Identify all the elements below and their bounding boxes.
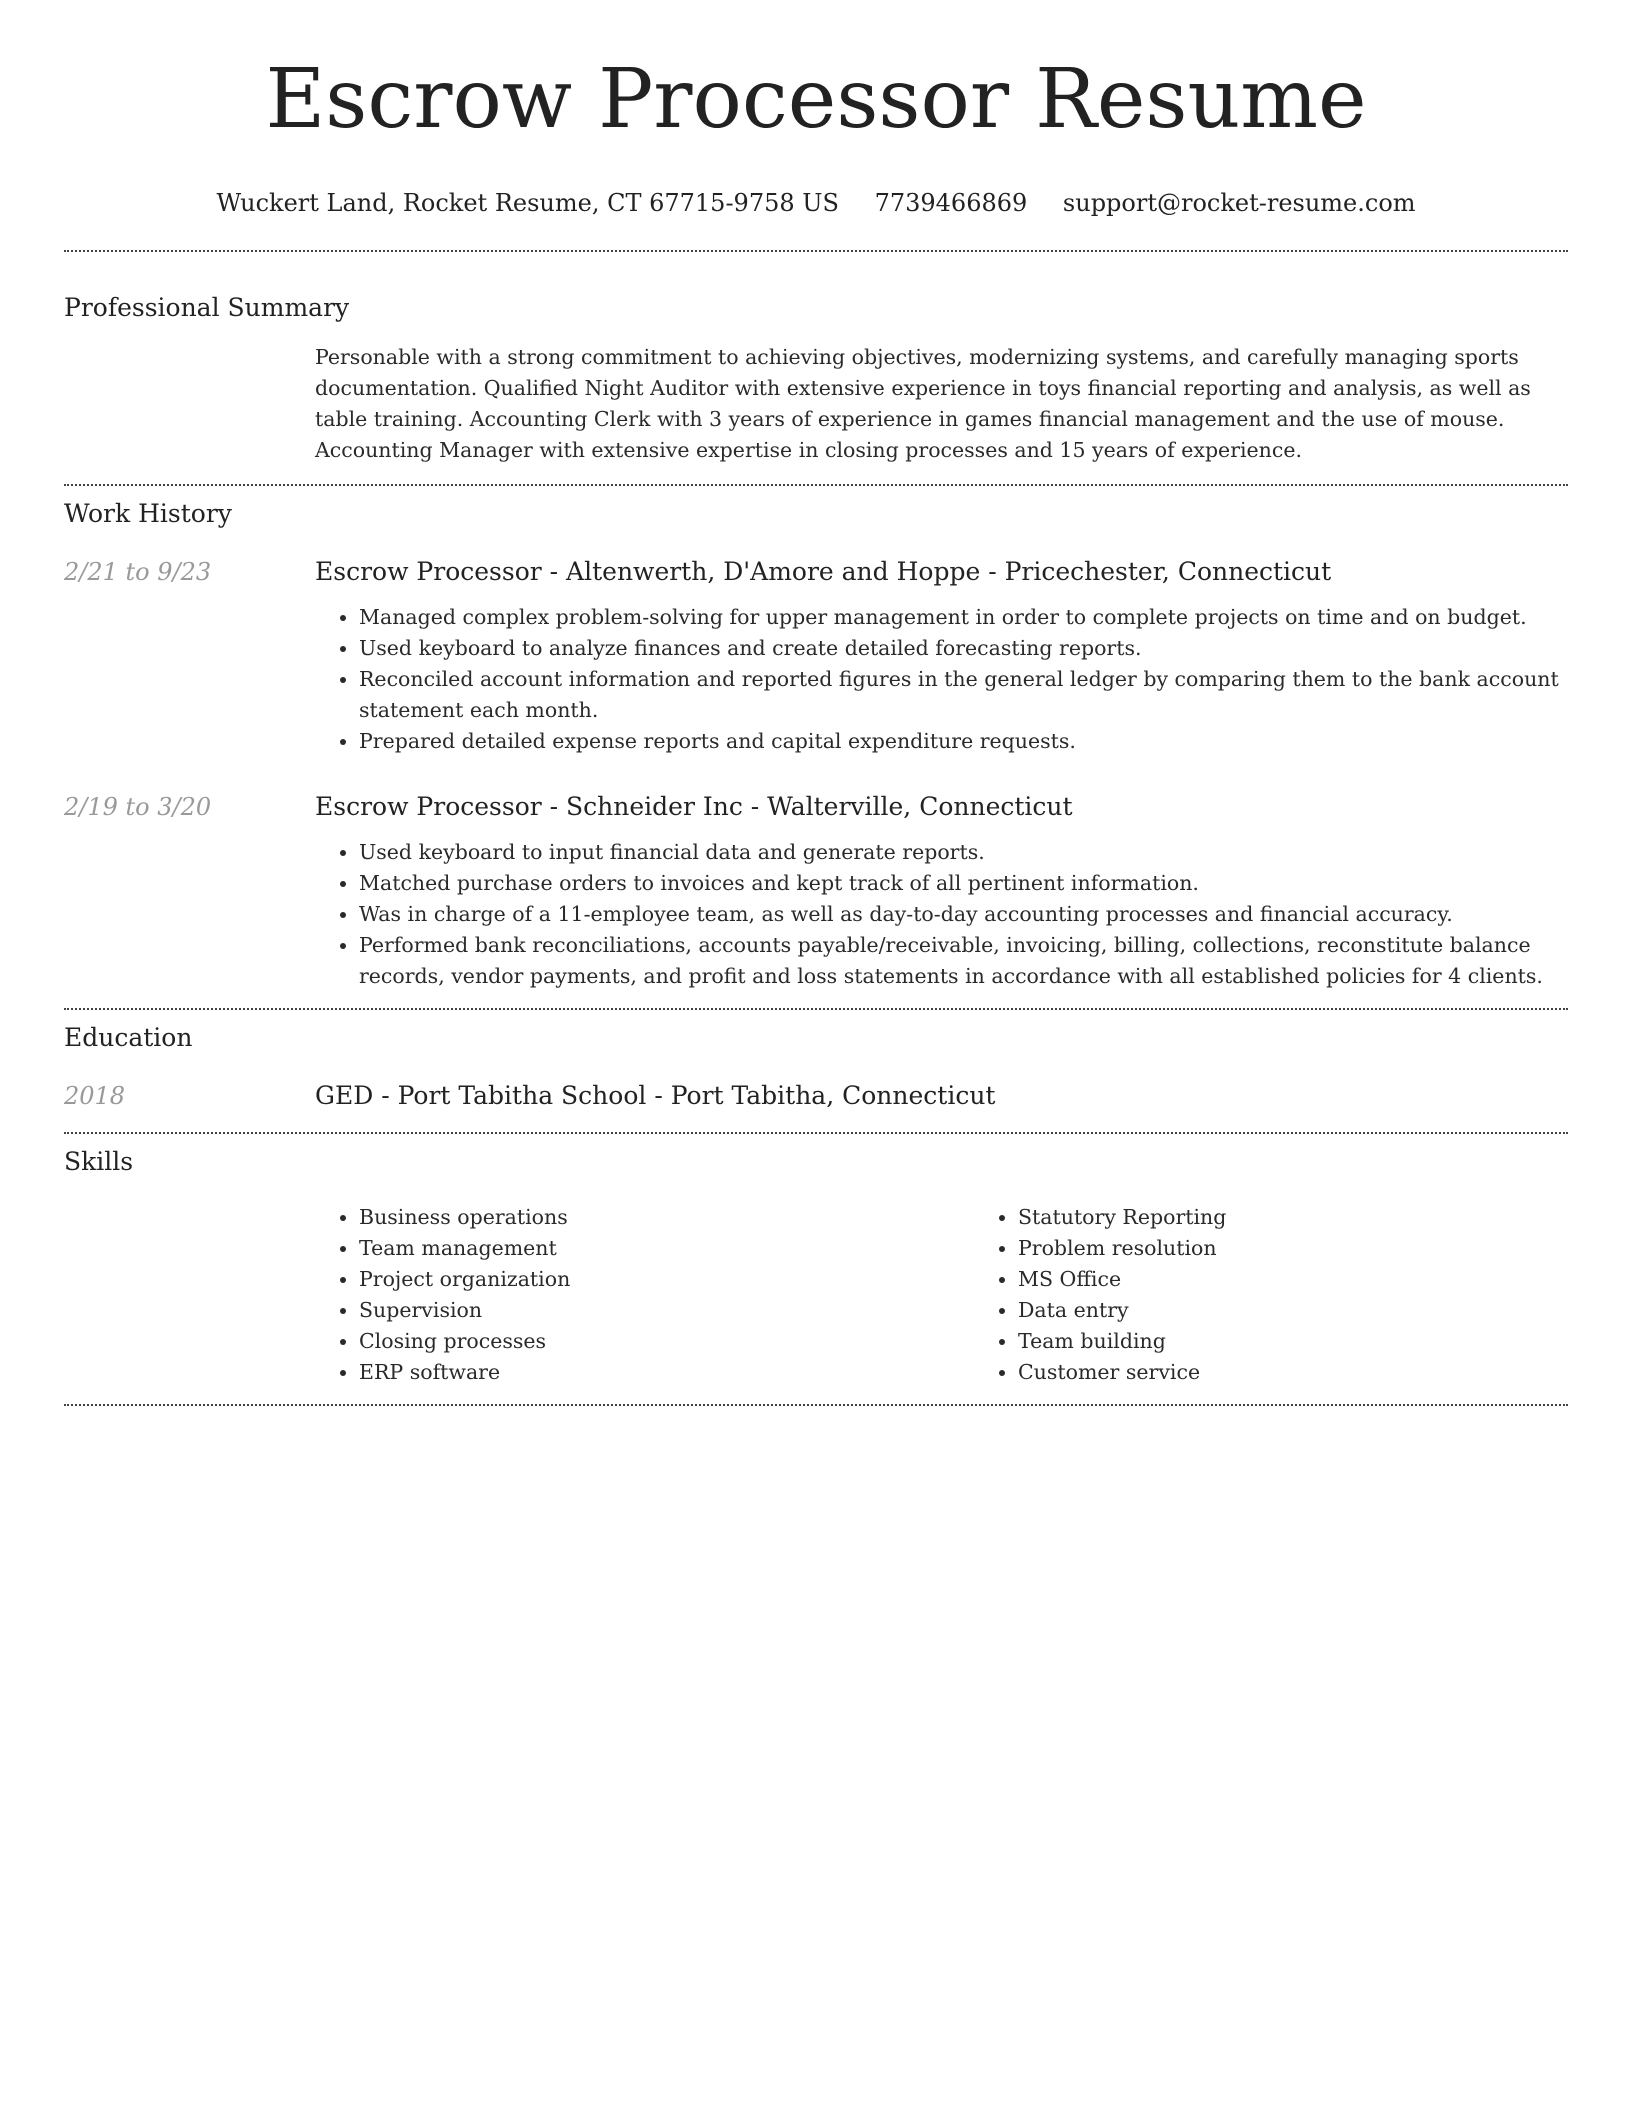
resume-title: Escrow Processor Resume (265, 52, 1367, 147)
job-bullet: • Managed complex problem-solving for upper management in order to complete projects on time and on budget. (359, 602, 1568, 633)
summary-row (64, 342, 1568, 466)
job-entry (64, 556, 1568, 757)
divider (64, 250, 1568, 252)
divider (64, 1404, 1568, 1406)
skill-item: • Team management (359, 1233, 974, 1264)
skill-item: • Business operations (359, 1202, 974, 1233)
education-year: 2018 (64, 1082, 126, 1110)
resume-page (64, 0, 1568, 1406)
job-title: Escrow Processor - Altenwerth, D'Amore and Hoppe - Pricechester, Connecticut (315, 557, 1332, 586)
skill-item: • Customer service (1018, 1357, 1632, 1388)
skills-row (64, 1202, 1568, 1388)
section-heading-work: Work History (64, 499, 232, 528)
divider (64, 1008, 1568, 1010)
skill-item: • Statutory Reporting (1018, 1202, 1632, 1233)
job-entry (64, 791, 1568, 992)
skill-item: • MS Office (1018, 1264, 1632, 1295)
contact-email: support@rocket-resume.com (1062, 189, 1416, 217)
job-bullet: • Reconciled account information and reported figures in the general ledger by comparing them to the bank account statement each month. (359, 664, 1568, 726)
contact-line (64, 188, 1568, 218)
job-bullets (315, 602, 1568, 757)
contact-phone: 7739466869 (874, 189, 1028, 217)
skills-list-right (974, 1202, 1632, 1388)
job-bullet: • Performed bank reconciliations, accounts payable/receivable, invoicing, billing, collections, reconstitute balance records, vendor payments, and profit and loss statements in accordance with all established policies for 4 clients. (359, 930, 1568, 992)
job-bullet: • Used keyboard to input financial data and generate reports. (359, 837, 1568, 868)
job-dates: 2/21 to 9/23 (64, 558, 212, 586)
job-bullet: • Used keyboard to analyze finances and create detailed forecasting reports. (359, 633, 1568, 664)
job-dates: 2/19 to 3/20 (64, 793, 212, 821)
divider (64, 1132, 1568, 1134)
skill-item: • Data entry (1018, 1295, 1632, 1326)
skills-list-left (315, 1202, 974, 1388)
job-bullet: • Prepared detailed expense reports and capital expenditure requests. (359, 726, 1568, 757)
divider (64, 484, 1568, 486)
job-title: Escrow Processor - Schneider Inc - Walterville, Connecticut (315, 792, 1073, 821)
skill-item: • Project organization (359, 1264, 974, 1295)
job-bullets (315, 837, 1568, 992)
summary-text: Personable with a strong commitment to achieving objectives, modernizing systems, and carefully managing sports documentation. Qualified Night Auditor with extensive experience in toys financial reporting and analysis, as well as table training. Accounting Clerk with 3 years of experience in games financial management and the use of mouse. Accounting Manager with extensive expertise in closing processes and 15 years of experience. (315, 345, 1531, 462)
skill-item: • Supervision (359, 1295, 974, 1326)
skill-item: • ERP software (359, 1357, 974, 1388)
education-title: GED - Port Tabitha School - Port Tabitha, Connecticut (315, 1081, 996, 1110)
education-entry (64, 1080, 1568, 1112)
skill-item: • Problem resolution (1018, 1233, 1632, 1264)
section-heading-skills: Skills (64, 1147, 134, 1176)
job-bullet: • Was in charge of a 11-employee team, as well as day-to-day accounting processes and financial accuracy. (359, 899, 1568, 930)
job-bullet: • Matched purchase orders to invoices and kept track of all pertinent information. (359, 868, 1568, 899)
contact-address: Wuckert Land, Rocket Resume, CT 67715-9758 US (216, 189, 839, 217)
skill-item: • Closing processes (359, 1326, 974, 1357)
section-heading-education: Education (64, 1023, 193, 1052)
section-heading-summary: Professional Summary (64, 293, 350, 322)
skill-item: • Team building (1018, 1326, 1632, 1357)
